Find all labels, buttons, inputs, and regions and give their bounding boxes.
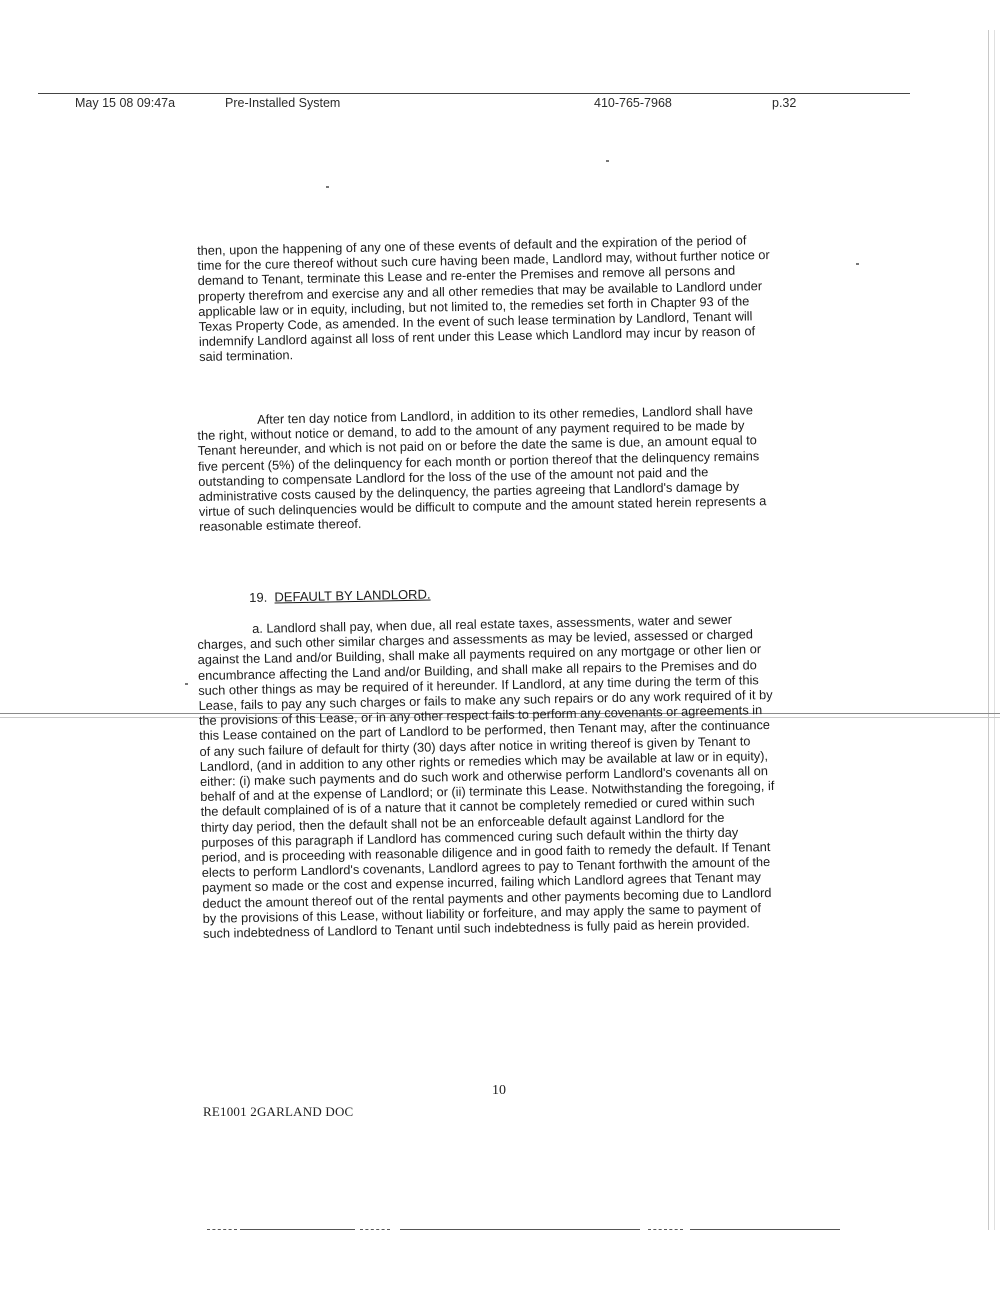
bottom-scan-line <box>648 1229 683 1230</box>
fax-header-rule <box>38 93 910 94</box>
bottom-scan-line <box>400 1229 640 1230</box>
section-heading <box>249 587 431 605</box>
section-title: DEFAULT BY LANDLORD. <box>274 586 431 605</box>
fax-phone-number: 410-765-7968 <box>594 96 672 110</box>
scan-edge-line <box>988 30 989 1230</box>
page-number: 10 <box>492 1083 506 1098</box>
fax-system-name: Pre-Installed System <box>225 96 341 110</box>
bottom-scan-line <box>207 1229 237 1230</box>
bottom-scan-line <box>360 1229 390 1230</box>
scan-speck <box>185 683 188 685</box>
bottom-scan-line <box>240 1229 355 1230</box>
paragraph-text: After ten day notice from Landlord, in addition to its other remedies, Landlord shall have the right, without notice or demand, to add to the amount of any payment required to be made by Tenant hereunder, and which is not paid on or before the date the same is due, an amount equal to five percent (5%) of the delinquency for each month or portion thereof that the delinquency remains outstanding to compensate Landlord for the loss of the use of the amount not paid and the administrative costs caused by the delinquency, the parties agreeing that Landlord's damage by virtue of such delinquencies would be difficult to compute and the amount stated herein represents a reasonable estimate thereof. <box>197 402 767 535</box>
section-number: 19. <box>249 589 268 605</box>
scan-speck <box>856 263 859 265</box>
paragraph-text: then, upon the happening of any one of these events of default and the expiration of the period of time for the cure thereof without such cure having been made, Landlord may, without further notice or demand to Tenant, terminate this Lease and re-enter the Premises and remove all persons and property therefrom and exercise any and all other remedies that may be available to Landlord under applicable law or in equity, including, but not limited to, the remedies set forth in Chapter 93 of the Texas Property Code, as amended. In the event of such lease termination by Landlord, Tenant will indemnify Landlord against all loss of rent under this Lease which Landlord may incur by reason of said termination. <box>197 232 770 365</box>
scan-edge-line <box>994 30 995 1230</box>
paragraph-text: a. Landlord shall pay, when due, all real estate taxes, assessments, water and sewer charges, and such other similar charges and assessments as may be levied, assessed or charged against the Land and/or Building, shall make all payments required on any mortgage or other lien or encumbrance affecting the Land and/or Building, and shall make all repairs to the Premises and do such other things as may be required of it hereunder. If Landlord, at any time during the term of this Lease, fails to pay any such charges or fails to make any such repairs or do any work required of it by the provisions of this Lease, or in any other respect fails to perform any covenants or agreements in this Lease contained on the part of Landlord to be performed, then Tenant may, after the continuance of any such failure of default for thirty (30) days after notice in writing thereof is given by Tenant to Landlord, (and in addition to any other rights or remedies which may be available at law or in equity), either: (i) make such payments and do such work and otherwise perform Landlord's covenants all on behalf of and at the expense of Landlord; or (ii) terminate this Lease. Notwithstanding the foregoing, if the default complained of is of a nature that it cannot be completely remedied or cured within such thirty day period, then the default shall not be an enforceable default against Landlord for the purposes of this paragraph if Landlord has commenced curing such default within the thirty day period, and is proceeding with reasonable diligence and in good faith to remedy the default. If Tenant elects to perform Landlord's covenants, Landlord agrees to pay to Tenant forthwith the amount of the payment so made or the cost and expense incurred, failing which Landlord agrees that Tenant may deduct the amount thereof out of the rental payments and other payments becoming due to Landlord by the provisions of this Lease, without liability or forfeiture, and may apply the same to payment of such indebtedness of Landlord to Tenant until such indebtedness is fully paid as herein provided. <box>197 611 775 942</box>
paragraph-late-charge <box>197 402 774 535</box>
paragraph-landlord-obligations <box>197 611 781 941</box>
fax-page-number: p.32 <box>772 96 797 110</box>
scan-speck <box>606 160 609 162</box>
document-id: RE1001 2GARLAND DOC <box>203 1104 354 1119</box>
paragraph-remedies <box>197 232 774 365</box>
fax-date-time: May 15 08 09:47a <box>75 96 176 110</box>
bottom-scan-line <box>690 1229 840 1230</box>
scan-speck <box>326 186 329 188</box>
